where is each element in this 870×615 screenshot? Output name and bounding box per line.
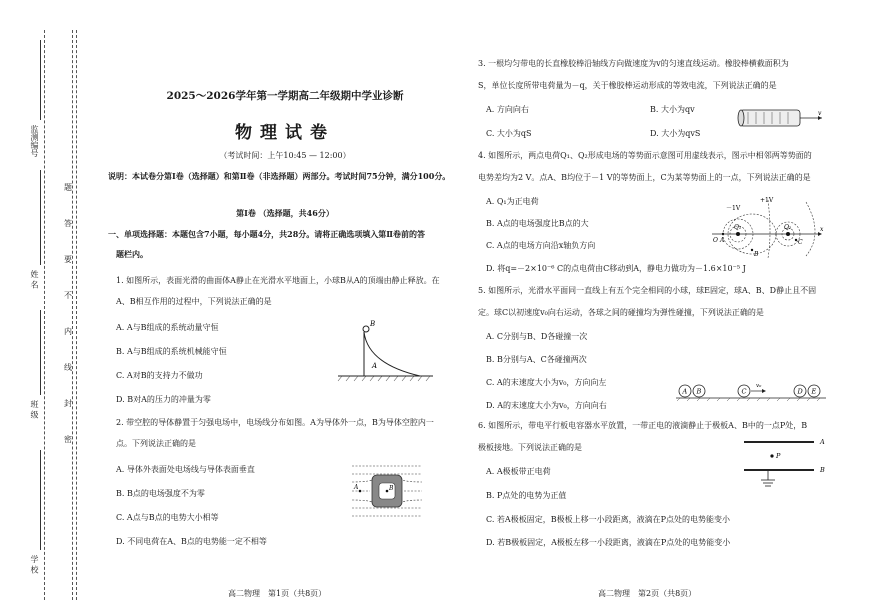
q1-stem: 1. 如图所示，表面光滑的曲面体A静止在光滑水平地面上，小球B从A的顶端由静止释放。在 (116, 276, 440, 285)
q5-label-v0: v₀ (756, 383, 762, 389)
q4-label-x: x (820, 226, 824, 233)
q2-figure (352, 460, 422, 522)
q1-option-a: A. A与B组成的系统动量守恒 (116, 323, 219, 332)
q6-label-p: P (776, 452, 781, 460)
seal-char: 题 (64, 183, 72, 192)
section-instructions-cont: 题栏内。 (116, 249, 148, 259)
q5-option-b: B. B分别与A、C各碰撞两次 (486, 355, 587, 364)
q2-label-a: A (354, 484, 359, 491)
q1-option-d: D. B对A的压力的冲量为零 (116, 395, 211, 404)
binding-line (44, 30, 45, 600)
q5-ball-a-label: A (682, 387, 688, 396)
q4-option-a: A. Q₁为正电荷 (486, 197, 539, 206)
q1-stem-cont: A、B相互作用的过程中，下列说法正确的是 (116, 297, 272, 306)
q3-stem-cont: S，单位长度所带电荷量为－q，关于橡胶棒运动形成的等效电流，下列说法正确的是 (478, 81, 777, 90)
q6-label-a: A (820, 438, 825, 446)
q6-option-a: A. A极板带正电荷 (486, 467, 551, 476)
seal-char: 内 (64, 327, 72, 336)
q4-figure (712, 196, 824, 258)
q6-stem-cont: 极板接地。下列说法正确的是 (478, 443, 582, 452)
q6-label-b: B (820, 466, 825, 474)
exam-id-field[interactable] (40, 40, 42, 120)
q4-option-d: D. 将q=－2×10⁻⁶ C的点电荷由C移动到A，静电力做功为－1.6×10⁻⁵ J (486, 264, 746, 273)
q4-stem-cont: 电势差均为2 V。点A、B均位于－1 V的等势面上，C为某等势面上的一点，下列说法正确的是 (478, 173, 811, 182)
q6-figure (742, 436, 828, 492)
q4-label-o: O (713, 237, 718, 244)
q4-option-c: C. A点的电场方向沿x轴负方向 (486, 241, 596, 250)
q1-option-b: B. A与B组成的系统机械能守恒 (116, 347, 227, 356)
exam-note: 说明：本试卷分第Ⅰ卷（选择题）和第Ⅱ卷（非选择题）两部分。考试时间75分钟，满分100分。 (108, 171, 451, 181)
binding-line (76, 30, 77, 600)
q5-ball-c-label: C (741, 387, 747, 396)
exam-id-label: 监测编号 (30, 125, 39, 157)
q2-option-c: C. A点与B点的电势大小相等 (116, 513, 219, 522)
q5-option-a: A. C分别与B、D各碰撞一次 (486, 332, 588, 341)
q6-stem: 6. 如图所示，带电平行板电容器水平放置，一带正电的液滴静止于极板A、B中的一点P处，B (478, 421, 808, 430)
footer-right: 高二物理 第2页（共8页） (598, 589, 697, 598)
q3-stem: 3. 一根均匀带电的长直橡胶棒沿轴线方向做速度为v的匀速直线运动。橡胶棒横截面积为 (478, 59, 789, 68)
q6-option-b: B. P点处的电势为正值 (486, 491, 567, 500)
q1-label-a: A (372, 362, 378, 370)
footer-left: 高二物理 第1页（共8页） (228, 589, 327, 598)
q5-ball-b-label: B (696, 387, 702, 396)
seal-char: 线 (64, 363, 72, 372)
exam-time: （考试时间：上午10:45 — 12:00） (219, 151, 351, 160)
section-instructions: 一、单项选择题：本题包含7小题，每小题4分，共28分。请将正确选项填入第Ⅱ卷前的答 (108, 229, 426, 239)
section-title: 第Ⅰ卷 （选择题，共46分） (236, 208, 334, 218)
seal-char: 答 (64, 219, 72, 228)
ball-b (363, 326, 369, 332)
q2-stem: 2. 带空腔的导体静置于匀强电场中，电场线分布如图。A为导体外一点，B为导体空腔内一 (116, 418, 434, 427)
name-label: 姓 名 (30, 270, 39, 289)
class-field[interactable] (40, 310, 42, 395)
q3-option-a: A. 方向向右 (486, 105, 529, 114)
q3-option-c: C. 大小为qS (486, 129, 532, 138)
q5-option-d: D. A的末速度大小为v₀，方向向右 (486, 401, 607, 410)
seal-char: 密 (64, 435, 72, 444)
q5-option-c: C. A的末速度大小为v₀，方向向左 (486, 378, 607, 387)
q2-option-b: B. B点的电场强度不为零 (116, 489, 205, 498)
q5-stem-cont: 定。球C以初速度v₀向右运动，各球之间的碰撞均为弹性碰撞，下列说法正确的是 (478, 308, 764, 317)
q6-option-c: C. 若A极板固定，B极板上移一小段距离，液滴在P点处的电势能变小 (486, 515, 730, 524)
q4-label-c: C (798, 239, 803, 246)
q5-ball-d-label: D (797, 387, 803, 396)
q4-label-q2: Q₂ (784, 224, 792, 231)
q5-figure (676, 380, 826, 402)
q2-label-b: B (389, 485, 394, 492)
q2-option-a: A. 导体外表面处电场线与导体表面垂直 (116, 465, 255, 474)
q4-label-plus1v: +1V (760, 197, 774, 204)
exam-title: 2025～2026学年第一学期高二年级期中学业诊断 (166, 90, 404, 102)
q2-stem-cont: 点。下列说法正确的是 (116, 439, 196, 448)
binding-line (72, 30, 73, 600)
q4-option-b: B. A点的电场强度比B点的大 (486, 219, 589, 228)
seal-char: 封 (64, 399, 72, 408)
q4-label-a: A (720, 237, 725, 244)
q2-option-d: D. 不同电荷在A、B点的电势能一定不相等 (116, 537, 267, 546)
school-field[interactable] (40, 450, 42, 550)
q4-label-minus1v: －1V (726, 205, 741, 212)
q4-stem: 4. 如图所示，两点电荷Q₁、Q₂形成电场的等势面示意图可用虚线表示，图示中相邻两等势面的 (478, 151, 812, 160)
q4-label-q1: Q₁ (734, 224, 742, 231)
q4-label-b: B (754, 251, 759, 258)
school-label: 学 校 (30, 555, 39, 574)
q1-label-b: B (370, 320, 376, 328)
q3-option-d: D. 大小为qvS (650, 129, 701, 138)
q5-stem: 5. 如图所示，光滑水平面同一直线上有五个完全相同的小球，球E固定，球A、B、D静止且不固 (478, 286, 817, 295)
seal-char: 要 (64, 255, 72, 264)
class-label: 班 级 (30, 400, 39, 419)
q3-option-b: B. 大小为qv (650, 105, 695, 114)
q6-option-d: D. 若B极板固定，A极板左移一小段距离，液滴在P点处的电势能变小 (486, 538, 731, 547)
q5-ball-e-label: E (811, 387, 817, 396)
name-field[interactable] (40, 170, 42, 265)
q3-figure (736, 106, 826, 130)
seal-char: 不 (64, 291, 72, 300)
subject-title: 物理试卷 (235, 123, 335, 143)
rubber-rod (740, 110, 800, 126)
q1-option-c: C. A对B的支持力不做功 (116, 371, 203, 380)
q3-label-v: v (818, 110, 822, 117)
q1-figure (338, 318, 433, 384)
